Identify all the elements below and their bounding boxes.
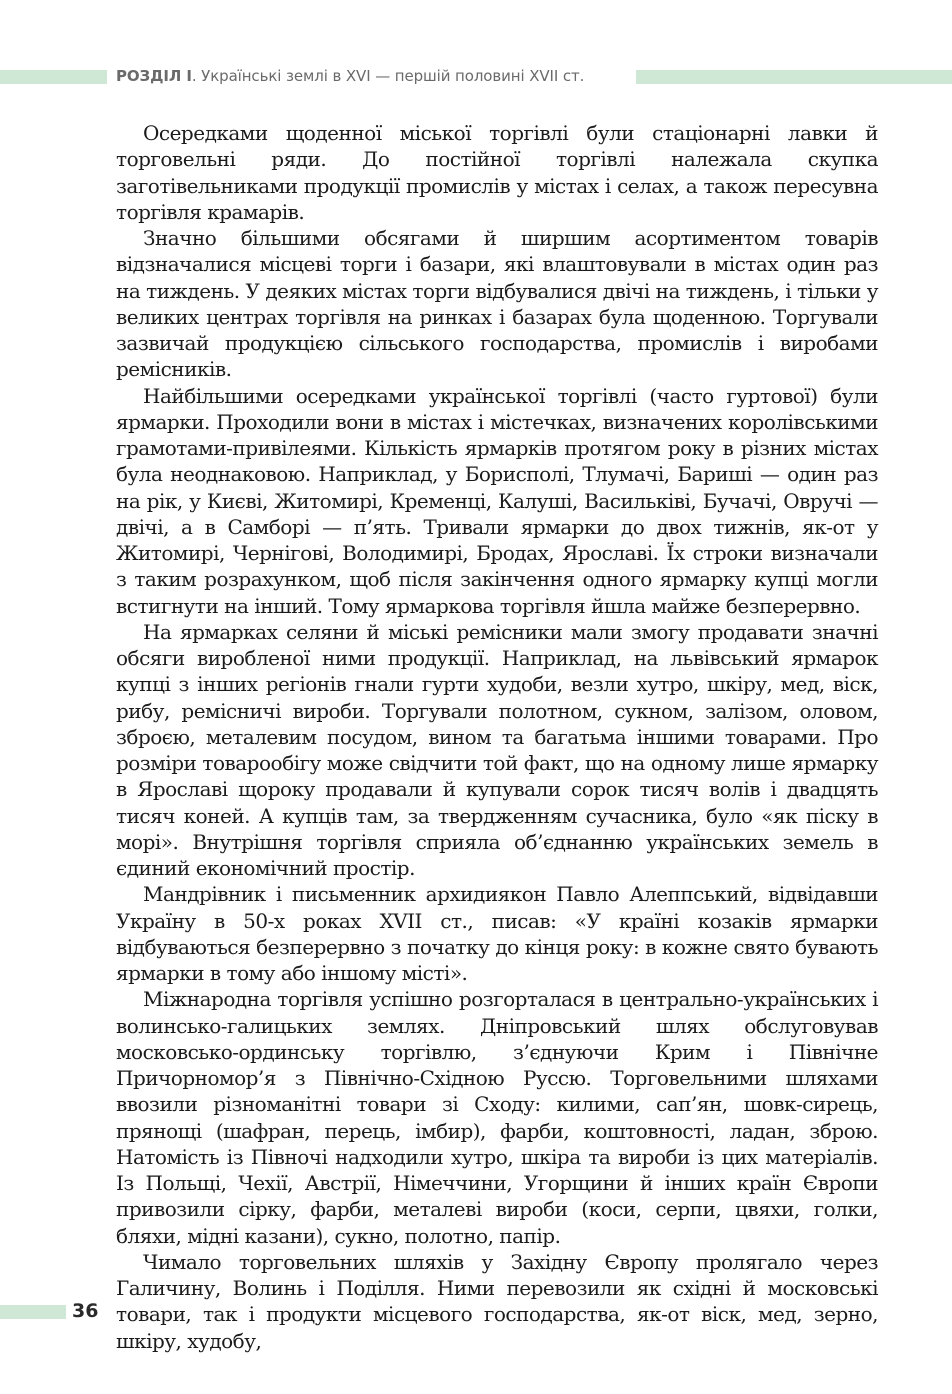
paragraph: Найбільшими осередками української торгівлі (часто гуртової) були ярмарки. Проходили вони в містах і містечках, визначених королівськими грамотами-привілеями. Кількість ярмарків протягом року в різних містах була неоднаковою. Наприклад, у Борисполі, Тлумачі, Бариші — один раз на рік, у Києві, Житомирі, Кременці, Калуші, Васильківі, Бучачі, Овручі — двічі, а в Самборі — п’ять. Тривали ярмарки до двох тижнів, як-от у Житомирі, Чернігові, Володимирі, Бродах, Ярославі. Їх строки визначали з таким розрахунком, щоб після закінчення одного ярмарку купці могли встигнути на інший. Тому ярмаркова торгівля йшла майже безперервно. xyxy=(116,383,878,618)
page-number: 36 xyxy=(72,1300,99,1322)
text-body xyxy=(116,120,878,1354)
header-accent-bar-left xyxy=(0,70,107,84)
paragraph: Чимало торговельних шляхів у Західну Європу пролягало через Галичину, Волинь і Поділля. Ними перевозили як східні й московські товари, так і продукти місцевого господарства, як-от віск, мед, зерно, шкіру, худобу, xyxy=(116,1249,878,1353)
paragraph: На ярмарках селяни й міські ремісники мали змогу продавати значні обсяги виробленої ними продукції. Наприклад, на львівський ярмарок купці з інших регіонів гнали гурти худоби, везли хутро, шкіру, мед, віск, рибу, ремісничі вироби. Торгували полотном, сукном, залізом, оловом, зброєю, металевим посудом, вином та багатьма іншими товарами. Про розміри товарообігу може свідчити той факт, що на одному лише ярмарку в Ярославі щороку продавали й купували сорок тисяч волів і двадцять тисяч коней. А купців там, за твердженням сучасника, було «як піску в морі». Внутрішня торгівля сприяла об’єднанню українських земель в єдиний економічний простір. xyxy=(116,619,878,880)
paragraph: Осередками щоденної міської торгівлі були стаціонарні лавки й торговельні ряди. До постійної торгівлі належала скупка заготівельниками продукції промислів у містах і селах, а також пересувна торгівля крамарів. xyxy=(116,121,878,224)
section-label: РОЗДІЛ І xyxy=(116,67,192,85)
footer-accent-bar xyxy=(0,1305,66,1319)
paragraph: Міжнародна торгівля успішно розгорталася в центрально-українських і волинсько-галицьких землях. Дніпровський шлях обслуговував московсько-ординську торгівлю, з’єднуючи Крим і Північне Причорномор’я з Північно-Східною Руссю. Торговельними шляхами ввозили різноманітні товари зі Сходу: килими, сап’ян, шовк-сирець, прянощі (шафран, перець, імбир), фарби, коштовності, ладан, зброю. Натомість із Півночі надходили хутро, шкіра та вироби із цих матеріалів. Із Польщі, Чехії, Австрії, Німеччини, Угорщини й інших країн Європи привозили сірку, фарби, металеві вироби (коси, серпи, цвяхи, голки, бляхи, мідні казани), сукно, полотно, папір. xyxy=(116,987,878,1248)
paragraph: Мандрівник і письменник архидиякон Павло Алеппський, відвідавши Україну в 50-х роках XVII ст., писав: «У країні козаків ярмарки відбуваються безперервно з початку до кінця року: в кожне свято бувають ярмарки в тому або іншому місті». xyxy=(116,882,878,985)
section-title: . Українські землі в XVI — першій половині XVII ст. xyxy=(191,67,585,85)
running-head xyxy=(116,65,584,87)
header-accent-bar-right xyxy=(636,70,952,84)
paragraph: Значно більшими обсягами й ширшим асортиментом товарів відзначалися місцеві торги і базари, які влаштовували в містах один раз на тиждень. У деяких містах торги відбувалися двічі на тиждень, і тільки у великих центрах торгівля на ринках і базарах була щоденною. Торгували зазвичай продукцією сільського господарства, промислів і виробами ремісників. xyxy=(116,226,878,382)
